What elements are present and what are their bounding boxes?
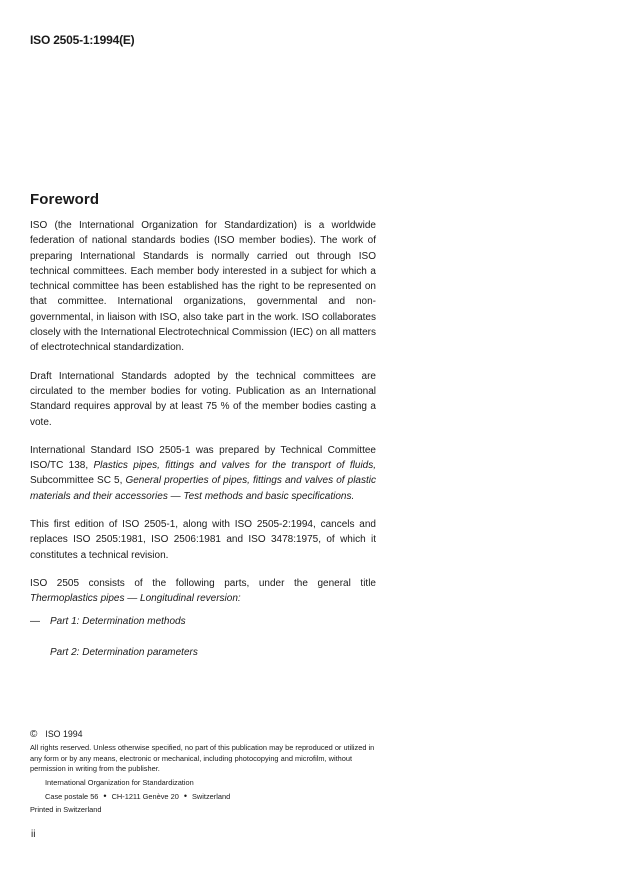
list-item: [30, 614, 376, 629]
foreword-body: [30, 218, 376, 671]
bullet-icon: •: [183, 791, 187, 802]
para3-text-1: International Standard ISO 2505-1 was prepared by Technical Committee ISO/TC 138,: [30, 444, 376, 472]
foreword-paragraph-5: [30, 576, 376, 607]
list-item: [30, 645, 376, 660]
part-label: Part 2: Determination parameters: [50, 646, 198, 658]
printed-in: Printed in Switzerland: [30, 805, 102, 815]
organization-address: [45, 791, 380, 802]
foreword-title: Foreword: [30, 191, 100, 208]
subcommittee-title: General properties of pipes, fittings and valves of plastic materials and their accessories — Test methods and basic specifications.: [30, 475, 376, 502]
copyright-footer: [30, 729, 380, 816]
general-title: Thermoplastics pipes — Longitudinal reversion:: [30, 593, 241, 605]
copyright-text: ISO 1994: [45, 729, 83, 739]
para3-text-2: Subcommittee SC 5,: [30, 475, 126, 487]
foreword-paragraph-2: Draft International Standards adopted by the technical committees are circulated to the member bodies for voting. Publication as an International Standard requires approval by at least 75 % of the member bodies casting a vote.: [30, 370, 376, 428]
list-dash: —: [30, 615, 40, 627]
bullet-icon: •: [103, 791, 107, 802]
page-number: ii: [31, 829, 36, 840]
address-postbox: Case postale 56: [45, 792, 99, 802]
copyright-icon: ©: [30, 729, 38, 740]
para5-text: ISO 2505 consists of the following parts, under the general title: [30, 577, 376, 589]
foreword-paragraph-3: [30, 443, 376, 504]
document-id-header: ISO 2505-1:1994(E): [30, 33, 135, 47]
address-country: Switzerland: [191, 792, 231, 802]
copyright-line: [30, 729, 380, 740]
organization-name: International Organization for Standardization: [45, 777, 194, 787]
committee-title: Plastics pipes, fittings and valves for the transport of fluids,: [93, 460, 376, 472]
part-label: Part 1: Determination methods: [50, 615, 186, 627]
rights-notice: All rights reserved. Unless otherwise specified, no part of this publication may be reproduced or utilized in any form or by any means, electronic or mechanical, including photocopying and microfilm, without permission in writing from the publisher.: [30, 743, 375, 774]
parts-list: [30, 614, 376, 661]
address-city: CH-1211 Genève 20: [111, 792, 179, 802]
foreword-paragraph-4: This first edition of ISO 2505-1, along with ISO 2505-2:1994, cancels and replaces ISO 2505:1981, ISO 2506:1981 and ISO 3478:1975, of which it constitutes a technical revision.: [30, 519, 376, 561]
foreword-paragraph-1: ISO (the International Organization for Standardization) is a worldwide federation of national standards bodies (ISO member bodies). The work of preparing International Standards is normally carried out through ISO technical committees. Each member body interested in a subject for which a technical committee has been established has the right to be represented on that committee. International organizations, governmental and non-governmental, in liaison with ISO, also take part in the work. ISO collaborates closely with the International Electrotechnical Commission (IEC) on all matters of electrotechnical standardization.: [30, 220, 376, 354]
